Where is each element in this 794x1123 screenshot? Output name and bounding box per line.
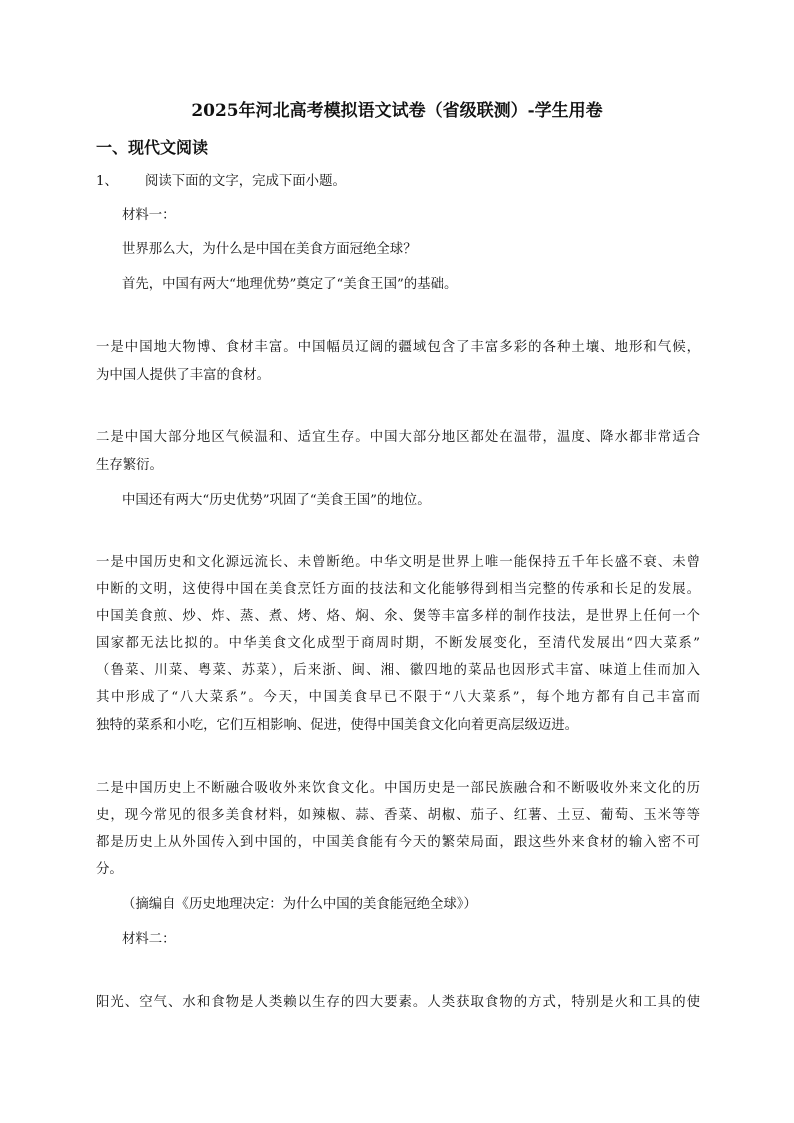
- paragraph-hist2-line: 史，现今常见的很多美食材料，如辣椒、蒜、香菜、胡椒、茄子、红薯、土豆、葡萄、玉米等等: [96, 808, 700, 823]
- paragraph-geo2-line: 二是中国大部分地区气候温和、适宜生存。中国大部分地区都处在温带，温度、降水都非常适合: [96, 430, 700, 445]
- paragraph-hist1-line: 独特的菜系和小吃，它们互相影响、促进，使得中国美食文化向着更高层级迈进。: [96, 718, 579, 733]
- paragraph-material-two-line: 阳光、空气、水和食物是人类赖以生存的四大要素。人类获取食物的方式，特别是火和工具的使: [96, 995, 700, 1010]
- paragraph-geo2-line: 生存繁衍。: [96, 458, 163, 473]
- material-two-label: 材料二：: [122, 932, 176, 947]
- paragraph-geo1-line: 一是中国地大物博、食材丰富。中国幅员辽阔的疆域包含了丰富多彩的各种土壤、地形和气候，: [96, 340, 700, 355]
- paragraph-hist2-line: 二是中国历史上不断融合吸收外来饮食文化。中国历史是一部民族融合和不断吸收外来文化的历: [96, 781, 700, 796]
- question-prompt: 阅读下面的文字，完成下面小题。: [145, 174, 346, 189]
- paragraph-hist1-line: 中断的文明，这使得中国在美食烹饪方面的技法和文化能够得到相当完整的传承和长足的发展。: [96, 582, 700, 597]
- paragraph-hist-intro: 中国还有两大“历史优势”巩固了“美食王国”的地位。: [122, 493, 431, 508]
- source-note: （摘编自《历史地理决定：为什么中国的美食能冠绝全球》）: [122, 897, 477, 912]
- paragraph-question: 世界那么大，为什么是中国在美食方面冠绝全球？: [122, 242, 417, 257]
- paragraph-hist1-line: 中国美食煎、炒、炸、蒸、煮、烤、烙、焖、氽、煲等丰富多样的制作技法，是世界上任何一个: [96, 609, 700, 624]
- paragraph-geo1-line: 为中国人提供了丰富的食材。: [96, 368, 271, 383]
- paragraph-hist1-line: 国家都无法比拟的。中华美食文化成型于商周时期，不断发展变化，至清代发展出“四大菜系”: [96, 636, 700, 651]
- paragraph-hist1-line: 其中形成了“八大菜系”。今天，中国美食早已不限于“八大菜系”，每个地方都有自己丰富而: [96, 690, 700, 705]
- paragraph-geo-intro: 首先，中国有两大“地理优势”奠定了“美食王国”的基础。: [122, 277, 458, 292]
- section-heading: 一、现代文阅读: [96, 138, 209, 157]
- paragraph-hist1-line: （鲁菜、川菜、粤菜、苏菜），后来浙、闽、湘、徽四地的菜品也因形式丰富、味道上佳而加入: [96, 663, 700, 678]
- paragraph-hist1-line: 一是中国历史和文化源远流长、未曾断绝。中华文明是世界上唯一能保持五千年长盛不衰、未曾: [96, 555, 700, 570]
- paragraph-hist2-line: 分。: [96, 862, 123, 877]
- question-number: 1、: [96, 174, 118, 189]
- paragraph-hist2-line: 都是历史上从外国传入到中国的，中国美食能有今天的繁荣局面，跟这些外来食材的输入密不可: [96, 835, 700, 850]
- material-one-label: 材料一：: [122, 208, 176, 223]
- document-title: 2025年河北高考模拟语文试卷（省级联测）-学生用卷: [191, 101, 603, 121]
